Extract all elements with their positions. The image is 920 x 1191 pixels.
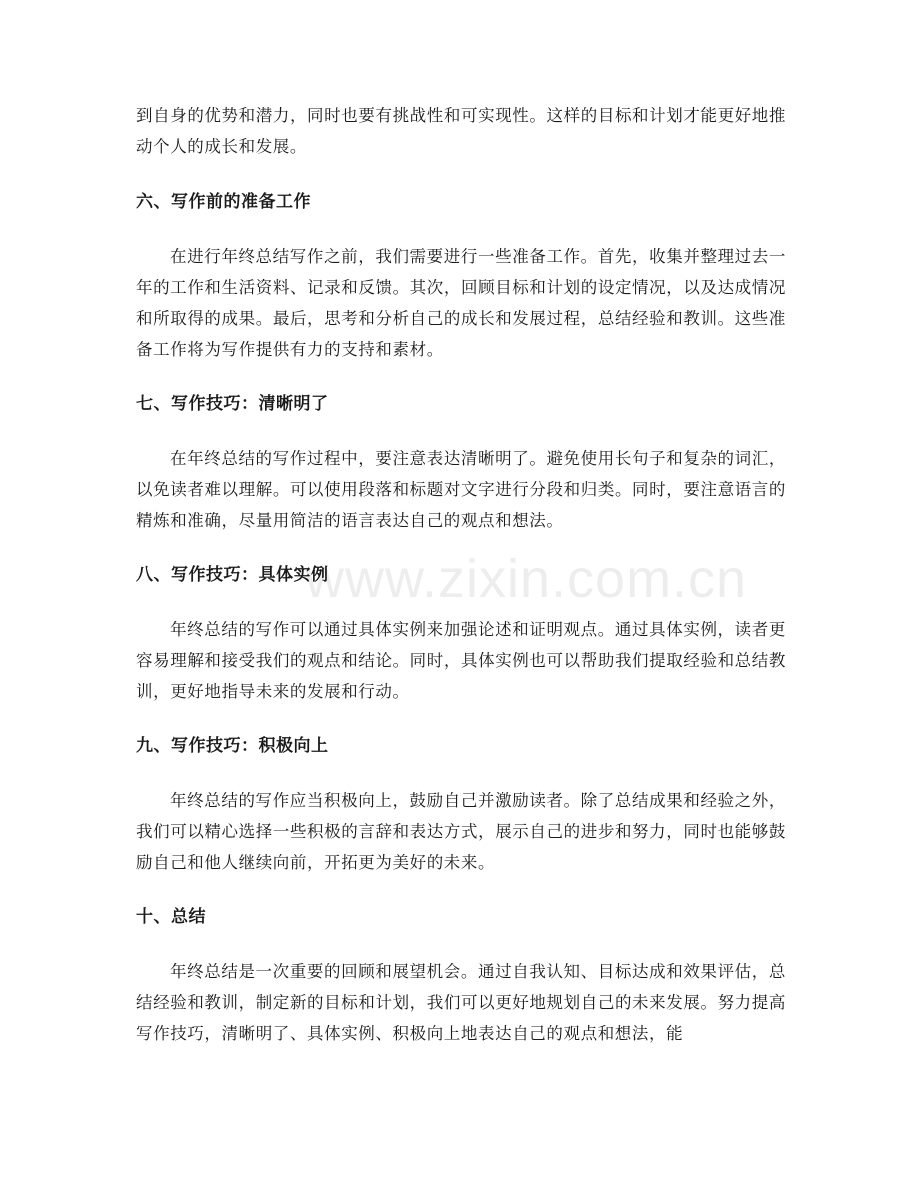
section-heading-8: 八、写作技巧：具体实例 [136, 565, 329, 585]
section-body-9: 年终总结的写作应当积极向上，鼓励自己并激励读者。除了总结成果和经验之外，我们可以精心选择一些积极的言辞和表达方式，展示自己的进步和努力，同时也能够鼓励自己和他人继续向前，开拓更为美好的未来。 [136, 791, 786, 872]
section-body-10: 年终总结是一次重要的回顾和展望机会。通过自我认知、目标达成和效果评估，总结经验和教训，制定新的目标和计划，我们可以更好地规划自己的未来发展。努力提高写作技巧，清晰明了、具体实例、积极向上地表达自己的观点和想法，能 [136, 962, 786, 1043]
section-heading-9: 九、写作技巧：积极向上 [136, 736, 329, 756]
section-body-8: 年终总结的写作可以通过具体实例来加强论述和证明观点。通过具体实例，读者更容易理解和接受我们的观点和结论。同时，具体实例也可以帮助我们提取经验和总结教训，更好地指导未来的发展和行动。 [136, 620, 786, 701]
section-heading-10: 十、总结 [136, 907, 206, 927]
section-body-6: 在进行年终总结写作之前，我们需要进行一些准备工作。首先，收集并整理过去一年的工作和生活资料、记录和反馈。其次，回顾目标和计划的设定情况，以及达成情况和所取得的成果。最后，思考和分析自己的成长和发展过程，总结经验和教训。这些准备工作将为写作提供有力的支持和素材。 [136, 247, 786, 359]
section-heading-7: 七、写作技巧：清晰明了 [136, 394, 329, 414]
section-heading-6: 六、写作前的准备工作 [136, 192, 311, 212]
document-content [136, 100, 786, 1049]
section-body-7: 在年终总结的写作过程中，要注意表达清晰明了。避免使用长句子和复杂的词汇，以免读者难以理解。可以使用段落和标题对文字进行分段和归类。同时，要注意语言的精炼和准确，尽量用简洁的语言表达自己的观点和想法。 [136, 449, 786, 530]
intro-paragraph: 到自身的优势和潜力，同时也要有挑战性和可实现性。这样的目标和计划才能更好地推动个人的成长和发展。 [136, 106, 786, 156]
watermark: www.zixin.com.cn [305, 549, 748, 609]
